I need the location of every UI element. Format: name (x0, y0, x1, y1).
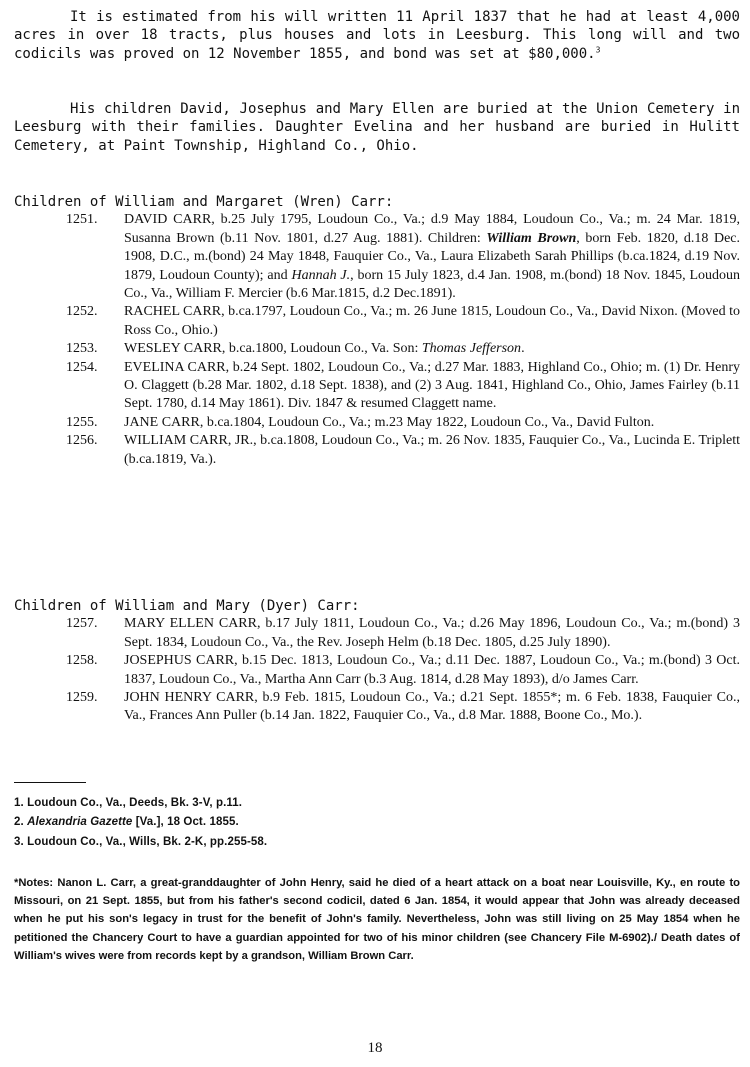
section-margaret-children (14, 193, 740, 469)
entry-number: 1251. (66, 212, 98, 228)
paragraph-will (14, 8, 740, 63)
section-title: Children of William and Margaret (Wren) Carr: (14, 194, 394, 210)
italic-text: Alexandria Gazette (27, 816, 133, 828)
entry-number: 1259. (66, 690, 98, 706)
child-entry (14, 303, 740, 340)
entry-text: JOHN HENRY CARR, b.9 Feb. 1815, Loudoun Co., Va.; d.21 Sept. 1855*; m. 6 Feb. 1838, Fauquier Co., Va., Frances Ann Puller (b.14 Jan. 1822, Fauquier Co., Va., d.8 Mar. 1888, Boone Co., Mo.). (124, 690, 740, 724)
entry-text: RACHEL CARR, b.ca.1797, Loudoun Co., Va.; m. 26 June 1815, Loudoun Co., Va., David Nixon. (Moved to Ross Co., Ohio.) (124, 304, 740, 338)
page-number: 18 (367, 1040, 383, 1056)
child-entry (14, 432, 740, 469)
entry-list (14, 211, 740, 469)
section-title: Children of William and Mary (Dyer) Carr: (14, 598, 360, 614)
footnote-ref-3: 3 (595, 45, 601, 55)
entry-number: 1255. (66, 414, 98, 430)
footnote-2: 2. Alexandria Gazette [Va.], 18 Oct. 1855. (14, 816, 239, 828)
child-entry (14, 414, 740, 432)
entry-number: 1252. (66, 304, 98, 320)
child-entry (14, 652, 740, 689)
entry-text: EVELINA CARR, b.24 Sept. 1802, Loudoun Co., Va.; d.27 Mar. 1883, Highland Co., Ohio; m. (1) Dr. Henry O. Claggett (b.28 Mar. 1802, d.18 Sept. 1838), and (2) 3 Aug. 1841, Highland Co., Ohio, James Fairley (b.11 Sept. 1780, d.14 May 1861). Div. 1847 & resumed Claggett name. (124, 359, 740, 412)
paragraph-burials-text: His children David, Josephus and Mary Ellen are buried at the Union Cemetery in Leesburg with their families. Daughter Evelina and her husband are buried in Hulitt Cemetery, at Paint Township, Highland Co., Ohio. (14, 101, 740, 154)
entry-number: 1258. (66, 653, 98, 669)
italic-text: Thomas Jefferson (421, 341, 522, 357)
child-entry (14, 615, 740, 652)
child-entry (14, 359, 740, 414)
entry-text: MARY ELLEN CARR, b.17 July 1811, Loudoun Co., Va.; d.26 May 1896, Loudoun Co., Va.; m.(bond) 3 Sept. 1834, Loudoun Co., Va., the Rev. Joseph Helm (b.18 Dec. 1805, d.25 July 1890). (124, 616, 740, 650)
child-entry (14, 689, 740, 726)
entry-number: 1257. (66, 616, 98, 632)
paragraph-will-text: It is estimated from his will written 11 April 1837 that he had at least 4,000 acres in over 18 tracts, plus houses and lots in Leesburg. This long will and two codicils was proved on 12 November 1855, and bond was set at $80,000. (14, 9, 740, 62)
entry-number: 1256. (66, 433, 98, 449)
entry-text: DAVID CARR, b.25 July 1795, Loudoun Co., Va.; d.9 May 1884, Loudoun Co., Va.; m. 24 Mar. 1819, Susanna Brown (b.11 Nov. 1801, d.27 Aug. 1881). Children: William Brown, born Feb. 1820, d.18 Dec. 1908, D.C., m.(bond) 24 May 1848, Fauquier Co., Va., Laura Elizabeth Sarah Phillips (b.ca.1824, d.19 Nov. 1879, Loudoun County); and Hannah J., born 15 July 1823, d.4 Jan. 1908, m.(bond) 18 Nov. 1845, Loudoun Co., Va., William F. Mercier (b.6 Mar.1815, d.2 Dec.1891). (124, 212, 740, 302)
paragraph-burials (14, 100, 740, 155)
child-entry (14, 340, 740, 358)
entry-number: 1254. (66, 359, 98, 375)
entry-text: WESLEY CARR, b.ca.1800, Loudoun Co., Va. Son: Thomas Jefferson. (124, 341, 525, 357)
child-entry (14, 211, 740, 303)
entry-number: 1253. (66, 341, 98, 357)
footnote-divider (14, 782, 86, 783)
footnote-1: 1. Loudoun Co., Va., Deeds, Bk. 3-V, p.11. (14, 797, 243, 809)
entry-text: JOSEPHUS CARR, b.15 Dec. 1813, Loudoun Co., Va.; d.11 Dec. 1887, Loudoun Co., Va.; m.(bond) 3 Oct. 1837, Loudoun Co., Va., Martha Ann Carr (b.3 Aug. 1814, d.28 May 1893), d/o James Carr. (124, 653, 740, 687)
italic-text: Hannah J. (291, 267, 351, 283)
entry-text: JANE CARR, b.ca.1804, Loudoun Co., Va.; m.23 May 1822, Loudoun Co., Va., David Fulton. (124, 414, 655, 430)
entry-list (14, 615, 740, 725)
section-mary-children (14, 597, 740, 726)
italic-text: William Brown (486, 230, 577, 246)
footnote-3: 3. Loudoun Co., Va., Wills, Bk. 2-K, pp.255-58. (14, 836, 268, 848)
notes-paragraph: *Notes: Nanon L. Carr, a great-granddaughter of John Henry, said he died of a heart attack on a boat near Louisville, Ky., en route to Missouri, on 21 Sept. 1855, but from his father's second codicil, dated 6 Jan. 1854, it would appear that John was already deceased when he put his son's legacy in trust for the benefit of John's family. Nevertheless, John was still living on 25 May 1854 when he petitioned the Chancery Court to have a guardian appointed for two of his minor children (see Chancery File M-6902)./ Death dates of William's wives were from records kept by a grandson, William Brown Carr. (14, 877, 740, 962)
entry-text: WILLIAM CARR, JR., b.ca.1808, Loudoun Co., Va.; m. 26 Nov. 1835, Fauquier Co., Va., Lucinda E. Triplett (b.ca.1819, Va.). (124, 433, 740, 467)
